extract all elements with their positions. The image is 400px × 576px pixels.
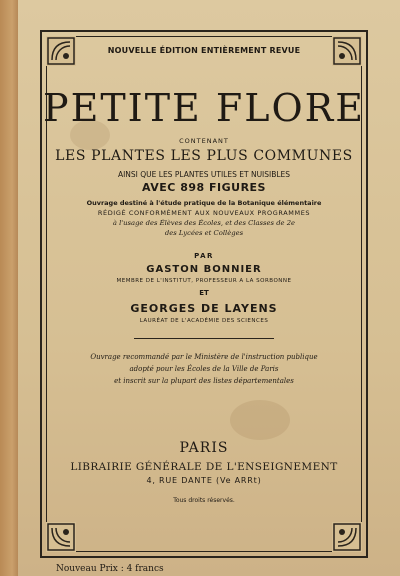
corner-ornament-icon <box>46 522 76 552</box>
author-1-title: MEMBRE DE L'INSTITUT, PROFESSEUR A LA SORBONNE <box>116 278 292 284</box>
corner-ornament-icon <box>332 522 362 552</box>
figures-count: AVEC 898 FIGURES <box>142 181 266 194</box>
divider-rule <box>134 338 274 339</box>
author-2-title: LAURÉAT DE L'ACADÉMIE DES SCIENCES <box>139 318 269 324</box>
recommendation-line-1: Ouvrage recommandé par le Ministère de l'instruction publique <box>90 353 318 361</box>
ouvrage-line: Ouvrage destiné à l'étude pratique de la Botanique élémentaire <box>86 199 322 207</box>
subtitle-plantes: LES PLANTES LES PLUS COMMUNES <box>55 148 353 164</box>
subtitle-ainsi: AINSI QUE LES PLANTES UTILES ET NUISIBLES <box>117 170 291 179</box>
et-label: ET <box>199 289 209 297</box>
recommendation-line-3: et inscrit sur la plupart des listes départementales <box>114 377 294 385</box>
usage-line-2: des Lycées et Collèges <box>164 229 244 237</box>
contenant-label: CONTENANT <box>179 137 229 145</box>
redige-line: RÉDIGÉ CONFORMÉMENT AUX NOUVEAUX PROGRAMMES <box>97 209 311 217</box>
rights-notice: Tous droits réservés. <box>173 497 235 504</box>
edition-note: NOUVELLE ÉDITION ENTIÈREMENT REVUE <box>107 46 301 55</box>
book-title: PETITE FLORE <box>43 86 365 130</box>
price-label: Nouveau Prix : 4 francs <box>56 564 164 574</box>
par-label: PAR <box>194 252 214 260</box>
recommendation-line-2: adopté pour les Écoles de la Ville de Paris <box>129 365 279 373</box>
publisher-name: LIBRAIRIE GÉNÉRALE DE L'ENSEIGNEMENT <box>70 461 338 473</box>
publisher-address: 4, RUE DANTE (Ve ARRt) <box>146 476 262 485</box>
author-2: GEORGES DE LAYENS <box>130 302 278 315</box>
usage-line-1: à l'usage des Élèves des Écoles, et des Classes de 2e <box>112 219 296 227</box>
publisher-city: PARIS <box>179 440 229 456</box>
author-1: GASTON BONNIER <box>146 264 262 275</box>
